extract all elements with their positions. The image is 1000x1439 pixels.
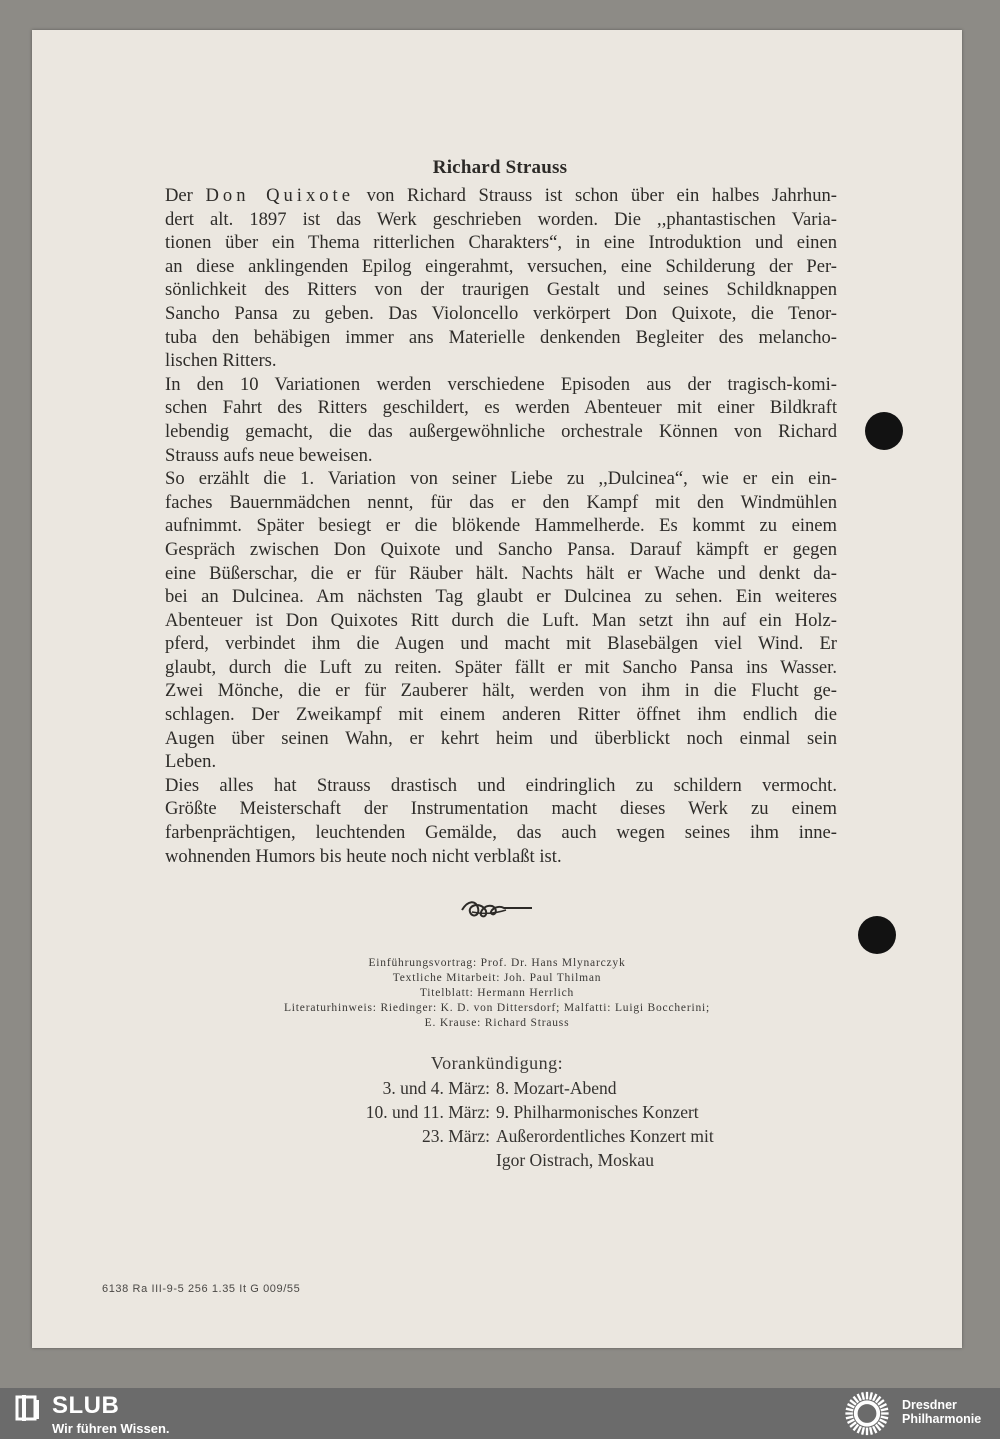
punch-hole-lower [858,916,896,954]
body-line: farbenprächtigen, leuchtenden Gemälde, das auch wegen seines ihm inne- [165,822,837,844]
body-line: sönlichkeit des Ritters von der traurigen Gestalt und seines Schildknappen [165,279,837,301]
preview-date: 23. März: [421,1126,490,1146]
slub-logo-text[interactable]: SLUB [52,1392,120,1419]
body-line: eine Büßerschar, die er für Räuber hält. Nachts hält er Wache und denkt da- [165,562,837,584]
body-line: bei an Dulcinea. Am nächsten Tag glaubt er Dulcinea zu sehen. Ein weiteres [165,586,837,608]
philharmonie-line-1: Dresdner [902,1398,957,1412]
preview-item [330,1100,830,1124]
body-line: So erzählt die 1. Variation von seiner Liebe zu ,,Dulcinea“, wie er ein ein- [165,468,837,490]
print-code: 6138 Ra III-9-5 256 1.35 It G 009/55 [102,1283,301,1295]
preview-list [330,1076,830,1172]
philharmonie-logo-icon[interactable] [842,1390,892,1437]
body-line: Sancho Pansa zu geben. Das Violoncello verkörpert Don Quixote, die Tenor- [165,302,837,324]
body-line: In den 10 Variationen werden verschiedene Episoden aus der tragisch-komi- [165,373,837,395]
preview-event: Igor Oistrach, Moskau [496,1150,654,1170]
body-line: tuba den behäbigen immer ans Materielle denkenden Begleiter des melancho- [165,326,837,348]
slub-tagline: Wir führen Wissen. [52,1421,170,1436]
body-line: an diese anklingenden Epilog eingerahmt, versuchen, eine Schilderung der Per- [165,255,837,277]
body-line: glaubt, durch die Luft zu reiten. Später fällt er mit Sancho Pansa ins Wasser. [165,656,837,678]
body-text [165,184,837,868]
credits [0,956,994,1031]
body-line: lebendig gemacht, die das außergewöhnliche orchestrale Können von Richard [165,420,837,442]
credit-line: Literaturhinweis: Riedinger: K. D. von Dittersdorf; Malfatti: Luigi Boccherini; [283,1002,710,1014]
ornament-flourish-icon [460,896,534,922]
preview-event: Außerordentliches Konzert mit [496,1126,714,1146]
body-line: Augen über seinen Wahn, er kehrt heim und überblickt noch einmal sein [165,727,837,749]
body-line: Zwei Mönche, die er für Zauberer hält, werden von ihm in die Flucht ge- [165,680,837,702]
body-line: faches Bauernmädchen nennt, für das er den Kampf mit den Windmühlen [165,491,837,513]
body-line: lischen Ritters. [165,350,277,372]
footer-bar [0,1388,1000,1439]
philharmonie-name[interactable] [902,1398,981,1426]
punch-hole-upper [865,412,903,450]
credit-line: Textliche Mitarbeit: Joh. Paul Thilman [392,972,602,984]
body-line: wohnenden Humors bis heute noch nicht verblaßt ist. [165,845,562,867]
body-line: Leben. [165,751,217,773]
preview-heading: Vorankündigung: [430,1053,564,1073]
preview-date [330,1148,496,1172]
body-line: Der Don Quixote von Richard Strauss ist schon über ein halbes Jahrhun- [165,185,837,206]
body-line: aufnimmt. Später besiegt er die blökende Hammelherde. Es kommt zu einem [165,515,837,537]
document-title: Richard Strauss [432,157,568,178]
preview-date: 10. und 11. März: [365,1102,490,1122]
preview-event: 9. Philharmonisches Konzert [496,1102,699,1122]
body-line: schlagen. Der Zweikampf mit einem anderen Ritter öffnet ihm endlich die [165,704,837,726]
preview-event: 8. Mozart-Abend [496,1078,617,1098]
body-line: Gespräch zwischen Don Quixote und Sancho Pansa. Darauf kämpft er gegen [165,538,837,560]
body-line: Dies alles hat Strauss drastisch und eindringlich zu schildern vermocht. [165,774,837,796]
philharmonie-line-2: Philharmonie [902,1412,982,1426]
credit-line: Einführungsvortrag: Prof. Dr. Hans Mlynarczyk [368,957,626,969]
body-line: schen Fahrt des Ritters geschildert, es werden Abenteuer mit einer Bildkraft [165,397,837,419]
body-line: Größte Meisterschaft der Instrumentation macht dieses Werk zu einem [165,798,837,820]
work-title: Don Quixote [205,185,354,206]
credit-line: Titelblatt: Hermann Herrlich [419,987,575,999]
credit-line: E. Krause: Richard Strauss [424,1017,570,1029]
body-line: pferd, verbindet ihm die Augen und macht mit Blasebälgen viel Wind. Er [165,633,837,655]
body-line: tionen über ein Thema ritterlichen Charakters“, in eine Introduktion und einen [165,232,837,254]
preview-item [330,1148,830,1172]
preview-item [330,1076,830,1100]
body-line: dert alt. 1897 ist das Werk geschrieben worden. Die ,,phantastischen Varia- [165,208,837,230]
slub-book-icon[interactable] [14,1394,42,1422]
preview-item [330,1124,830,1148]
body-line: Abenteuer ist Don Quixotes Ritt durch die Luft. Man setzt ihn auf ein Holz- [165,609,837,631]
body-line: Strauss aufs neue beweisen. [165,444,373,466]
preview-date: 3. und 4. März: [382,1078,490,1098]
